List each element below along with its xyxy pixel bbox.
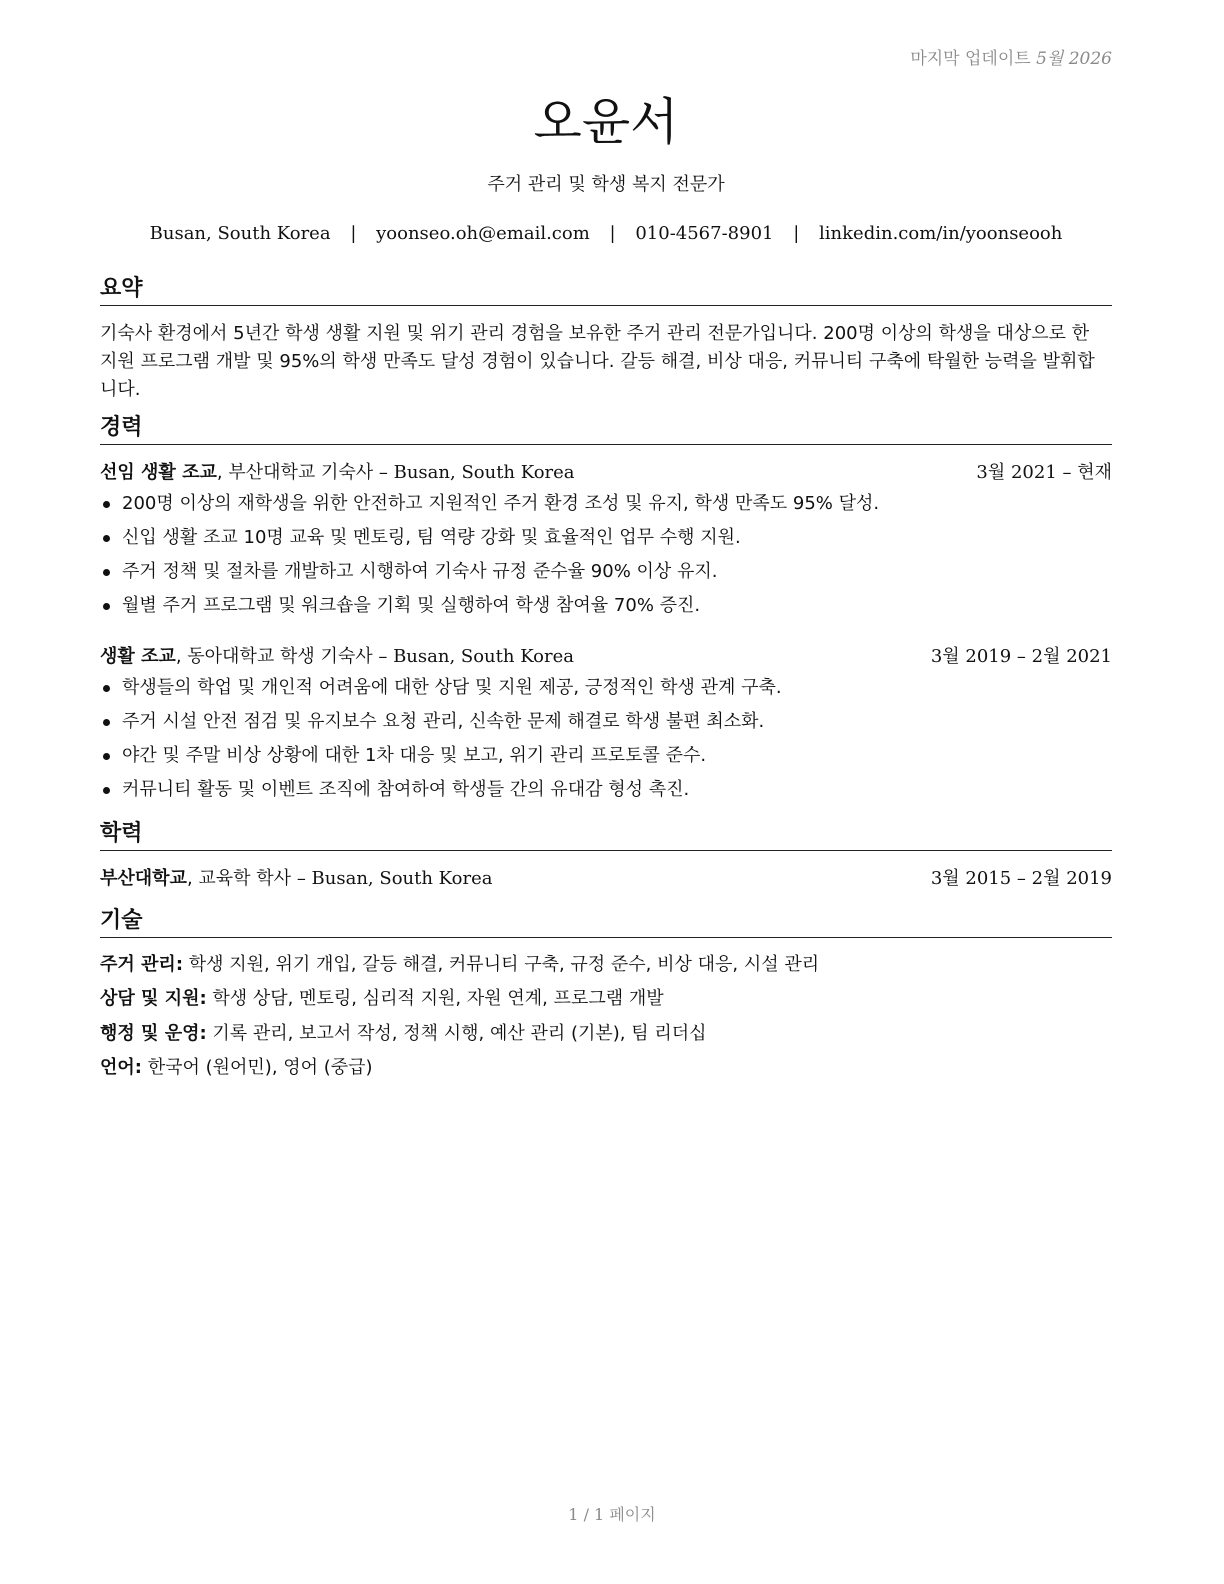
contact-phone: 010-4567-8901	[635, 223, 774, 244]
contact-separator: |	[793, 223, 800, 244]
page-number: 1 / 1	[568, 1505, 605, 1524]
job-date: 3월 2021 – 현재	[976, 462, 1112, 483]
contact-line	[100, 223, 1112, 244]
education-date: 3월 2015 – 2월 2019	[930, 868, 1112, 889]
school-name: 부산대학교	[100, 868, 187, 889]
section-title-summary: 요약	[100, 275, 1112, 306]
list-item: 200명 이상의 재학생을 위한 안전하고 지원적인 주거 환경 조성 및 유지, 학생 만족도 95% 달성.	[100, 492, 1112, 526]
list-item: 야간 및 주말 비상 상황에 대한 1차 대응 및 보고, 위기 관리 프로토콜 준수.	[100, 744, 1112, 778]
skill-value: 기록 관리, 보고서 작성, 정책 시행, 예산 관리 (기본), 팀 리더십	[212, 1023, 707, 1044]
list-item: 주거 시설 안전 점검 및 유지보수 요청 관리, 신속한 문제 해결로 학생 불편 최소화.	[100, 710, 1112, 744]
summary-text: 기숙사 환경에서 5년간 학생 생활 지원 및 위기 관리 경험을 보유한 주거 관리 전문가입니다. 200명 이상의 학생을 대상으로 한 지원 프로그램 개발 및 95%의 학생 만족도 달성 경험이 있습니다. 갈등 해결, 비상 대응, 커뮤니티 구축에 탁월한 능력을 발휘합니다.	[100, 323, 1095, 400]
list-item: 학생들의 학업 및 개인적 어려움에 대한 상담 및 지원 제공, 긍정적인 학생 관계 구축.	[100, 676, 1112, 710]
experience-bullets-1	[100, 492, 1112, 628]
page-footer	[0, 1502, 1224, 1525]
contact-location: Busan, South Korea	[149, 223, 331, 244]
resume-page	[100, 0, 1112, 1584]
education-entry: 부산대학교, 교육학 학사 – Busan, South Korea 3월 2015 – 2월 2019	[100, 868, 1112, 889]
section-title-education: 학력	[100, 820, 1112, 851]
job-title: 선임 생활 조교	[100, 462, 217, 483]
skill-label: 주거 관리:	[100, 954, 184, 975]
list-item: 커뮤니티 활동 및 이벤트 조직에 참여하여 학생들 간의 유대감 형성 촉진.	[100, 778, 1112, 812]
list-item: 월별 주거 프로그램 및 워크숍을 기획 및 실행하여 학생 참여율 70% 증진.	[100, 594, 1112, 628]
contact-separator: |	[609, 223, 616, 244]
headline: 주거 관리 및 학생 복지 전문가	[487, 174, 725, 195]
last-updated	[910, 44, 1112, 69]
contact-separator: |	[350, 223, 357, 244]
skill-row	[100, 987, 664, 1011]
job-org: 동아대학교 학생 기숙사	[187, 646, 373, 667]
job-location: – Busan, South Korea	[378, 462, 575, 483]
list-item: 신입 생활 조교 10명 교육 및 멘토링, 팀 역량 강화 및 효율적인 업무 수행 지원.	[100, 526, 1112, 560]
skill-label: 언어:	[100, 1057, 142, 1078]
job-location: – Busan, South Korea	[378, 646, 574, 667]
list-item: 주거 정책 및 절차를 개발하고 시행하여 기숙사 규정 준수율 90% 이상 유지.	[100, 560, 1112, 594]
skill-row	[100, 953, 819, 977]
degree: 교육학 학사	[198, 868, 292, 889]
skill-row	[100, 1056, 373, 1080]
skill-value: 학생 상담, 멘토링, 심리적 지원, 자원 연계, 프로그램 개발	[212, 988, 664, 1009]
last-updated-label: 마지막 업데이트	[910, 49, 1031, 69]
page-suffix: 페이지	[609, 1505, 656, 1524]
experience-entry-2: 생활 조교, 동아대학교 학생 기숙사 – Busan, South Korea 3월 2019 – 2월 2021	[100, 646, 1112, 667]
skill-label: 상담 및 지원:	[100, 988, 207, 1009]
last-updated-year: 2026	[1068, 49, 1112, 69]
experience-bullets-2	[100, 676, 1112, 812]
job-date: 3월 2019 – 2월 2021	[930, 646, 1112, 667]
person-name: 오윤서	[533, 93, 679, 151]
last-updated-month: 5월	[1036, 49, 1064, 69]
skill-value: 학생 지원, 위기 개입, 갈등 해결, 커뮤니티 구축, 규정 준수, 비상 대응, 시설 관리	[188, 954, 820, 975]
school-location: – Busan, South Korea	[296, 868, 493, 889]
contact-linkedin[interactable]: linkedin.com/in/yoonseooh	[819, 223, 1063, 244]
skill-value: 한국어 (원어민), 영어 (중급)	[147, 1057, 373, 1078]
section-title-skills: 기술	[100, 907, 1112, 938]
section-title-experience: 경력	[100, 414, 1112, 445]
skill-row	[100, 1022, 706, 1046]
job-org: 부산대학교 기숙사	[228, 462, 374, 483]
experience-entry-1: 선임 생활 조교, 부산대학교 기숙사 – Busan, South Korea 3월 2021 – 현재	[100, 462, 1112, 483]
job-title: 생활 조교	[100, 646, 176, 667]
skill-label: 행정 및 운영:	[100, 1023, 207, 1044]
contact-email[interactable]: yoonseo.oh@email.com	[376, 223, 590, 244]
